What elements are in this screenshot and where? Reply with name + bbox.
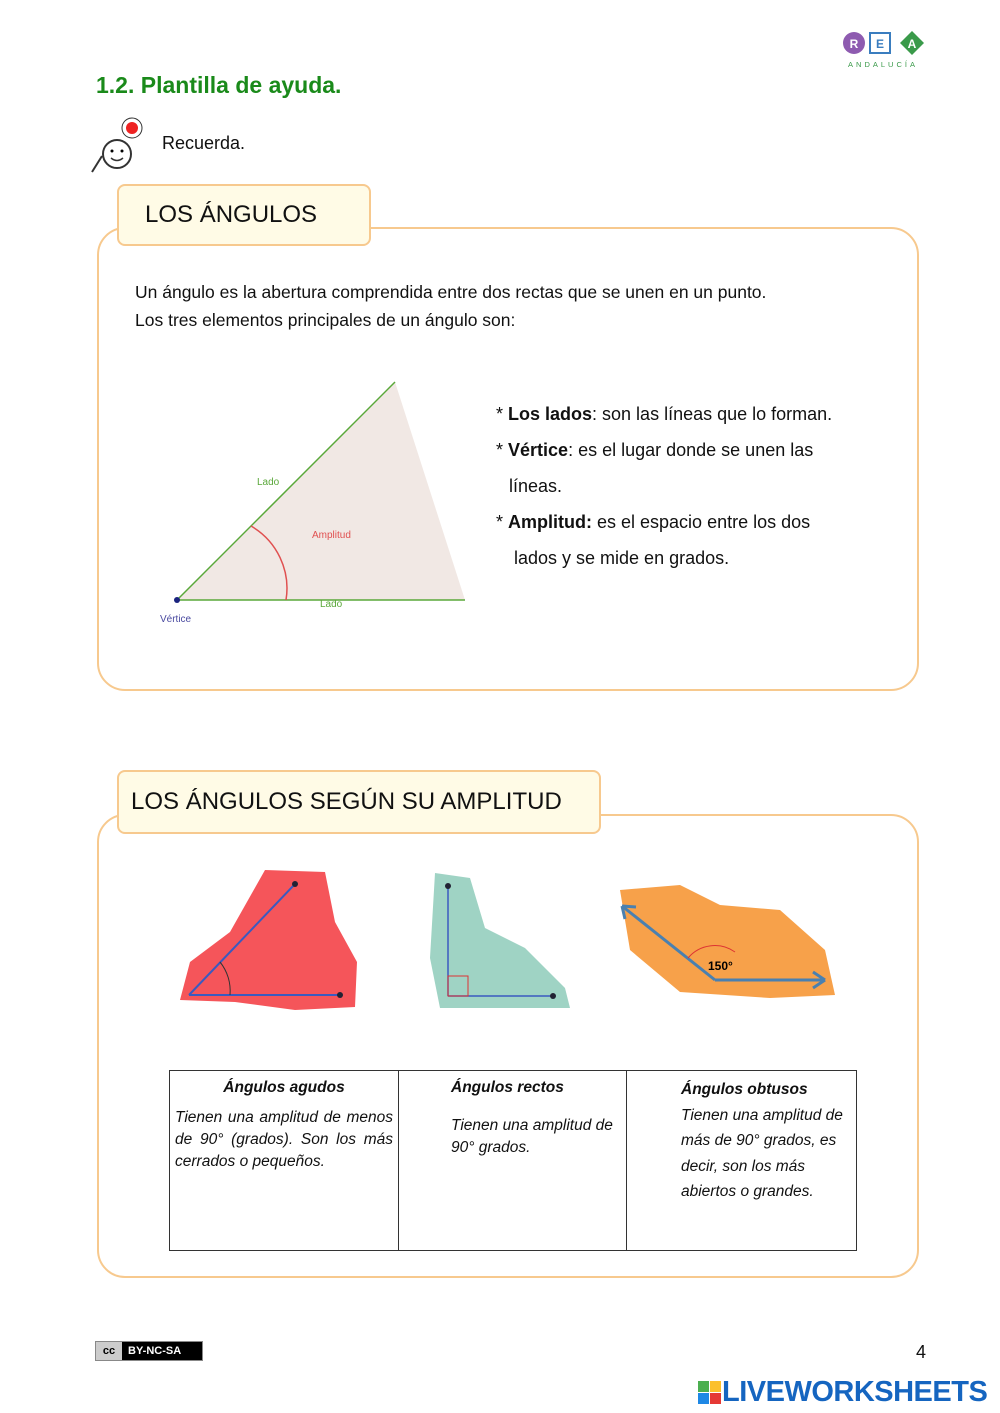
lado-label: Lado — [320, 599, 343, 610]
thinking-face-icon — [90, 116, 150, 181]
bullet-amplitud-cont: lados y se mide en grados. — [514, 548, 730, 568]
right-angle-image — [425, 868, 575, 1018]
liveworksheets-icon — [698, 1381, 722, 1405]
bullet-vertice: * Vértice: es el lugar donde se unen las — [496, 440, 814, 460]
bullet-lados: * Los lados: son las líneas que lo forman. — [496, 404, 833, 424]
table-cell-obtusos: Ángulos obtusos Tienen una amplitud de más de 90° grados, es decir, son los más abiertos o grandes. — [627, 1071, 857, 1251]
acute-angle-image — [175, 862, 365, 1022]
cc-license-badge: cc BY-NC-SA — [95, 1341, 203, 1361]
svg-text:E: E — [875, 37, 885, 51]
intro-text — [135, 278, 766, 334]
liveworksheets-logo: LIVEWORKSHEETS — [698, 1376, 987, 1409]
angle-150-label: 150° — [708, 959, 733, 973]
angle-diagram — [150, 370, 480, 635]
lado-label: Lado — [257, 477, 280, 488]
section-angles-title: LOS ÁNGULOS — [117, 184, 371, 246]
intro-line-1: Un ángulo es la abertura comprendida entre dos rectas que se unen en un punto. — [135, 282, 767, 302]
angle-types-table — [169, 1070, 857, 1251]
page-heading: 1.2. Plantilla de ayuda. — [96, 72, 342, 98]
recuerda-label: Recuerda. — [162, 133, 246, 153]
page-number: 4 — [916, 1342, 927, 1362]
bullet-vertice-cont: líneas. — [509, 476, 563, 496]
rea-logo — [840, 30, 930, 75]
table-cell-agudos: Ángulos agudos Tienen una amplitud de menos de 90° (grados). Son los más cerrados o pequeños. — [170, 1071, 399, 1251]
svg-text:ANDALUCÍA: ANDALUCÍA — [848, 60, 918, 69]
amplitud-label: Amplitud — [312, 530, 351, 541]
bullet-amplitud: * Amplitud: es el espacio entre los dos — [496, 512, 811, 532]
elements-list — [496, 396, 896, 576]
vertice-label: Vértice — [160, 614, 192, 625]
cc-icon: cc — [96, 1342, 122, 1360]
obtuse-angle-image — [610, 880, 840, 1015]
section-amplitude-title: LOS ÁNGULOS SEGÚN SU AMPLITUD — [117, 770, 601, 834]
svg-text:A: A — [907, 37, 917, 51]
intro-line-2: Los tres elementos principales de un ángulo son: — [135, 310, 516, 330]
svg-text:R: R — [849, 37, 859, 51]
table-cell-rectos: Ángulos rectos Tienen una amplitud de 90° grados. — [399, 1071, 627, 1251]
